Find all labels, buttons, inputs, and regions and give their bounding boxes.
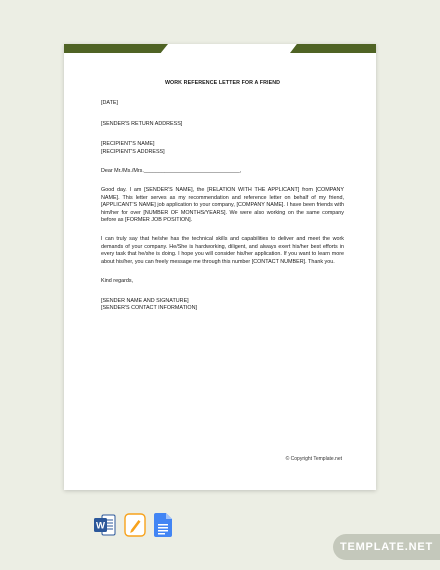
paragraph-1: Good day. I am [SENDER'S NAME], the [RELATION WITH THE APPLICANT] from [COMPANY NAME]. This letter serves as my recommendation and reference letter on behalf of my friend, [APPLICANT'S NAME] job application to your company, [COMPANY NAME]. I have been friends with him/her for over [NUMBER OF MONTHS/YEARS]. We were also working on the same company before as [FORMER JOB POSITION]. <box>101 187 344 224</box>
letter-body <box>101 80 344 312</box>
sender-address: [SENDER'S RETURN ADDRESS] <box>101 120 183 127</box>
closing: Kind regards, <box>101 278 134 285</box>
recipient-name: [RECIPIENT'S NAME] <box>101 141 155 148</box>
word-icon-letter: W <box>96 520 105 532</box>
letter-preview <box>64 44 376 490</box>
salutation: Dear Mr./Ms./Mrs.________________________________, <box>101 168 242 175</box>
copyright-text: © Copyright Template.net <box>285 456 342 462</box>
pages-icon[interactable] <box>124 513 146 542</box>
contact-info: [SENDER'S CONTACT INFORMATION] <box>101 304 197 311</box>
paragraph-2: I can truly say that he/she has the technical skills and capabilities to deliver and meet the work demands of your company. He/She is hardworking, diligent, and always exert his/her best efforts in every task that he/she is doing. I hope you will consider his/her application. If you want to learn more about his/her, you can freely message me through this number [CONTACT NUMBER]. Thank you. <box>101 236 344 265</box>
signature-line: [SENDER NAME AND SIGNATURE] <box>101 297 189 304</box>
header-band-right <box>290 44 376 53</box>
header-band-left <box>64 44 168 53</box>
recipient-address: [RECIPIENT'S ADDRESS] <box>101 148 165 155</box>
google-docs-icon[interactable] <box>154 513 172 542</box>
letter-title: WORK REFERENCE LETTER FOR A FRIEND <box>164 80 281 86</box>
template-net-watermark: TEMPLATE.NET <box>333 534 440 560</box>
word-icon[interactable] <box>94 513 116 542</box>
letter-date: [DATE] <box>101 100 118 107</box>
